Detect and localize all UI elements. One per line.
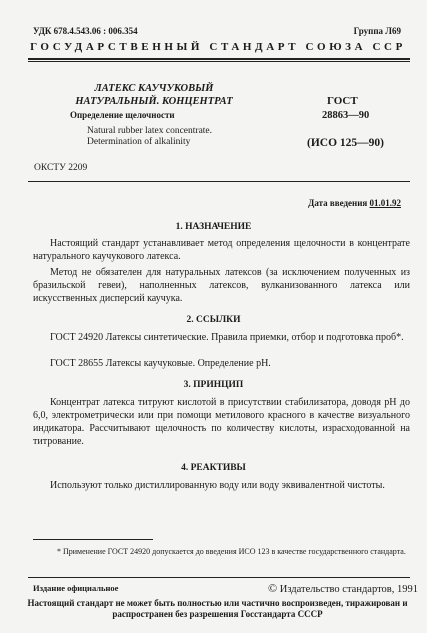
section-heading: 4. РЕАКТИВЫ bbox=[181, 463, 246, 473]
copyright bbox=[268, 581, 418, 596]
header-title: ГОСУДАРСТВЕННЫЙ СТАНДАРТ СОЮЗА ССР bbox=[30, 41, 406, 53]
official-edition-label: Издание официальное bbox=[33, 583, 119, 593]
paragraph: ГОСТ 24920 Латексы синтетические. Правила приемки, отбор и подготовка проб*. bbox=[50, 332, 404, 343]
date-label: Дата введения bbox=[308, 198, 368, 208]
effective-date bbox=[308, 198, 401, 208]
english-title: Natural rubber latex concentrate. Determination of alkalinity bbox=[87, 126, 213, 147]
gost-number: 28863—90 bbox=[322, 110, 370, 121]
paragraph: Концентрат латекса титруют кислотой в присутствии стабилизатора, доводя рН до 6,0, электрометрически или при помощи метилового красного в качестве визуального индикатора. Рассчитывают щелочность по количеству кислоты, израсходованной на титрование. bbox=[33, 397, 410, 447]
footnote: * Применение ГОСТ 24920 допускается до введения ИСО 123 в качестве государственного стандарта. bbox=[57, 547, 406, 556]
copyright-symbol: © bbox=[268, 581, 278, 595]
udk-code: УДК 678.4.543.06 : 006.354 bbox=[33, 26, 138, 36]
footnote-rule bbox=[33, 539, 153, 540]
iso-reference: (ИСО 125—90) bbox=[307, 137, 384, 149]
document-subtitle: Определение щелочности bbox=[70, 110, 175, 120]
paragraph: ГОСТ 28655 Латексы каучуковые. Определение рН. bbox=[50, 358, 271, 369]
header-rule bbox=[28, 58, 410, 60]
gost-label: ГОСТ bbox=[327, 95, 358, 107]
paragraph: Используют только дистиллированную воду или воду эквивалентной чистоты. bbox=[50, 480, 385, 491]
section-heading: 3. ПРИНЦИП bbox=[183, 380, 244, 390]
section-heading: 1. НАЗНАЧЕНИЕ bbox=[175, 222, 252, 232]
group-code: Группа Л69 bbox=[353, 26, 401, 36]
paragraph: Настоящий стандарт устанавливает метод определения щелочности в концентрате натурального каучукового латекса. bbox=[33, 238, 410, 262]
header-rule-thin bbox=[28, 61, 410, 62]
section-heading: 2. ССЫЛКИ bbox=[186, 315, 241, 325]
footer-rule bbox=[28, 577, 410, 578]
document-title: ЛАТЕКС КАУЧУКОВЫЙ НАТУРАЛЬНЫЙ. КОНЦЕНТРАТ bbox=[75, 83, 233, 107]
paragraph: Метод не обязателен для натуральных латексов (за исключением полученных из бразильской гевеи), наполненных латексов, вулканизованного латекса или искусственных дисперсий каучука. bbox=[33, 267, 410, 304]
date-value: 01.01.92 bbox=[369, 198, 401, 208]
reproduction-notice: Настоящий стандарт не может быть полностью или частично воспроизведен, тиражирован и распространен без разрешения Госстандарта СССР bbox=[27, 598, 408, 619]
title-rule bbox=[28, 181, 410, 182]
copyright-text: Издательство стандартов, 1991 bbox=[279, 584, 418, 595]
okstu-code: ОКСТУ 2209 bbox=[34, 163, 88, 173]
